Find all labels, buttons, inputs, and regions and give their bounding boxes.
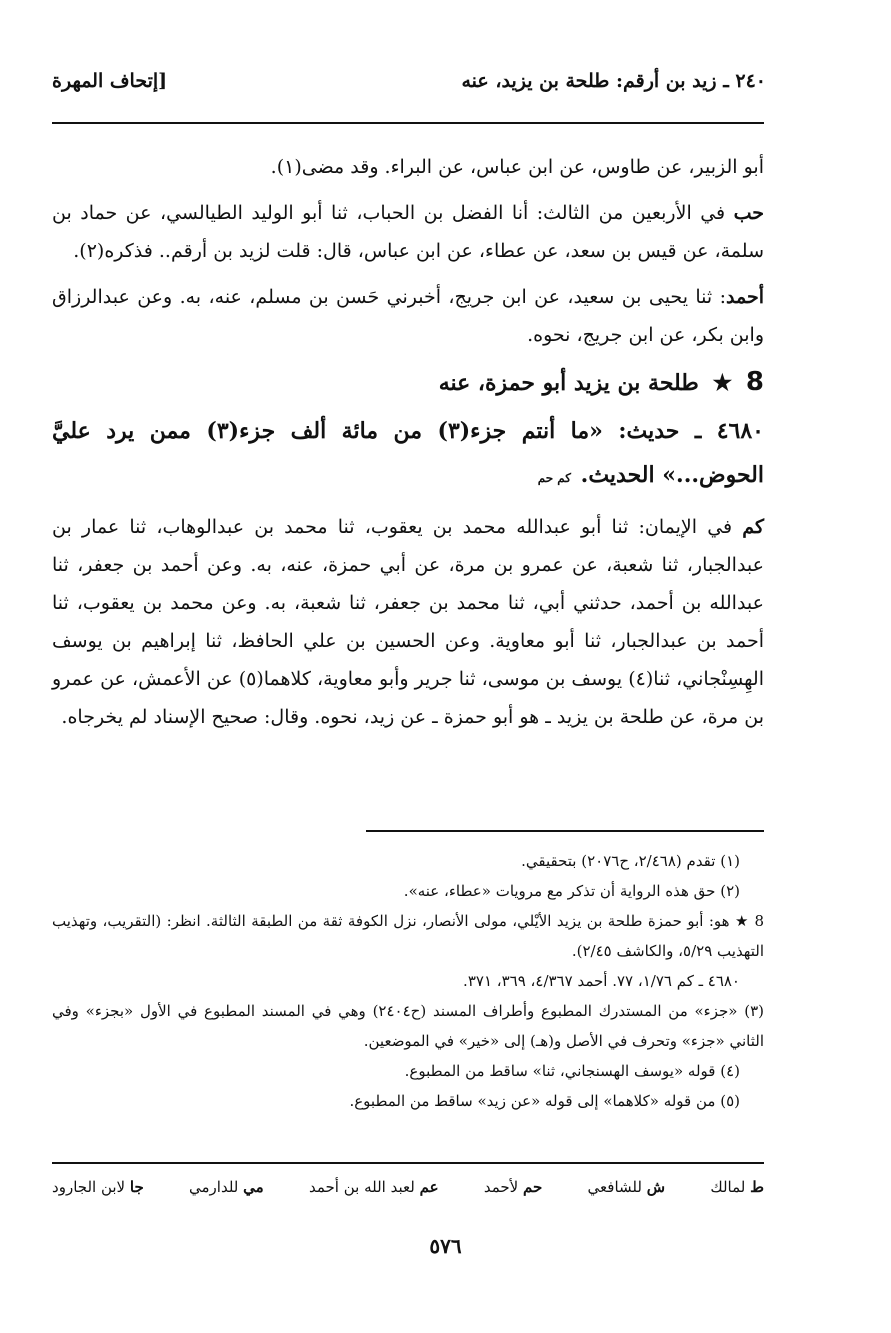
- abbrev-item: [52, 1178, 144, 1196]
- footnote-5: (٥) من قوله «كلاهما» إلى قوله «عن زيد» ساقط من المطبوع.: [349, 1092, 740, 1110]
- abbrev-desc: لمالك: [710, 1178, 746, 1196]
- abbrev-item: [484, 1178, 542, 1196]
- page-number: ٥٧٦: [429, 1234, 462, 1258]
- book-title: [إتحاف المهرة: [52, 70, 168, 92]
- abbreviation-key: [52, 1178, 764, 1196]
- source-marks: كم حم: [537, 471, 571, 485]
- abbrev-code: مي: [243, 1178, 264, 1196]
- hadith-text: ـ حديث: «ما أنتم جزء(٣) من مائة ألف جزء(٣) ممن يرد عليَّ الحوض...» الحديث.: [52, 418, 764, 488]
- abbrev-code: جا: [129, 1178, 144, 1196]
- footnote-3: (٣) «جزء» من المستدرك المطبوع وأطراف المسند (ح٢٤٠٤) وهي في المسند المطبوع في الأول «بجزء» وفي الثاني «جزء» وتحرف في الأصل و(هـ) إلى «خير» في الموضعين.: [52, 1002, 764, 1050]
- footnote-4: (٤) قوله «يوسف الهسنجاني، ثنا» ساقط من المطبوع.: [404, 1062, 740, 1080]
- paragraph-1: أبو الزبير، عن طاوس، عن ابن عباس، عن البراء. وقد مضى(١).: [270, 156, 764, 178]
- abbrev-code: ط: [750, 1178, 764, 1196]
- footnotes: [52, 846, 764, 1116]
- paragraph-text: في الأربعين من الثالث: أنا الفضل بن الحباب، ثنا أبو الوليد الطيالسي، عن حماد بن سلمة، عن قيس بن سعد، عن عطاء، عن ابن عباس، قال: قلت لزيد بن أرقم.. فذكره(٢).: [52, 202, 764, 262]
- abbrev-item: [309, 1178, 439, 1196]
- abbrev-rule: [52, 1162, 764, 1164]
- section-title: طلحة بن يزيد أبو حمزة، عنه: [438, 370, 699, 396]
- footnote-rule: [366, 830, 764, 832]
- abbrev-code: عم: [419, 1178, 439, 1196]
- section-number: 8: [745, 367, 764, 397]
- footnote-hadith: ٤٦٨٠ ـ كم ١/٧٦، ٧٧. أحمد ٤/٣٦٧، ٣٦٩، ٣٧١.: [463, 972, 740, 990]
- footnote-2: (٢) حق هذه الرواية أن تذكر مع مرويات «عطاء، عنه».: [403, 882, 740, 900]
- paragraph-text: في الإيمان: ثنا أبو عبدالله محمد بن يعقوب، ثنا محمد بن عبدالوهاب، ثنا عمار بن عبدالجبار، ثنا شعبة، عن عمرو بن مرة، عن أبي حمزة، عنه، به. وعن أحمد بن جعفر، ثنا عبدالله بن أحمد، حدثني أبي، ثنا محمد بن جعفر، ثنا شعبة، به. وعن محمد بن يعقوب، ثنا أحمد بن عبدالجبار، ثنا أبو معاوية. وعن الحسين بن علي الحافظ، ثنا إبراهيم بن يوسف الهِسِنْجاني، ثنا(٤) يوسف بن موسى، ثنا جرير وأبو معاوية، كلاهما(٥) عن الأعمش، عن عمرو بن مرة، عن طلحة بن يزيد ـ هو أبو حمزة ـ عن زيد، نحوه. وقال: صحيح الإسناد لم يخرجاه.: [52, 516, 764, 728]
- abbrev-desc: لابن الجارود: [52, 1178, 126, 1196]
- abbrev-desc: للدارمي: [189, 1178, 239, 1196]
- source-abbrev: كم: [742, 516, 764, 538]
- abbrev-desc: لأحمد: [483, 1178, 519, 1196]
- header-rule: [52, 122, 764, 124]
- footnote-section: 8 ★ هو: أبو حمزة طلحة بن يزيد الأيْلي، مولى الأنصار، نزل الكوفة ثقة من الطبقة الثالثة. انظر: (التقريب، وتهذيب التهذيب ٥/٢٩، والكاشف ٢/٤٥).: [52, 912, 764, 960]
- abbrev-code: حم: [522, 1178, 543, 1196]
- source-abbrev: حب: [733, 202, 764, 224]
- hadith-number: ٤٦٨٠: [716, 418, 764, 444]
- paragraph-2: [52, 194, 764, 270]
- paragraph-3: [52, 278, 764, 354]
- abbrev-item: [189, 1178, 264, 1196]
- main-text: [52, 148, 764, 744]
- abbrev-desc: للشافعي: [587, 1178, 642, 1196]
- source-abbrev: أحمد: [726, 286, 764, 308]
- running-title: ٢٤٠ ـ زيد بن أرقم: طلحة بن يزيد، عنه: [461, 70, 766, 92]
- footnote-1: (١) تقدم (٢/٤٦٨، ح٢٠٧٦) بتحقيقي.: [521, 852, 740, 870]
- paragraph-4: [52, 508, 764, 736]
- section-heading: [52, 362, 764, 403]
- hadith-heading: [52, 409, 764, 500]
- star-icon: ★: [712, 370, 733, 396]
- abbrev-code: ش: [646, 1178, 666, 1196]
- abbrev-desc: لعبد الله بن أحمد: [308, 1178, 415, 1196]
- paragraph-text: : ثنا يحيى بن سعيد، عن ابن جريج، أخبرني حَسن بن مسلم، عنه، به. وعن عبدالرزاق وابن بكر، عن ابن جريج، نحوه.: [52, 286, 764, 346]
- abbrev-item: [588, 1178, 666, 1196]
- page-header: [52, 70, 766, 104]
- abbrev-item: [710, 1178, 764, 1196]
